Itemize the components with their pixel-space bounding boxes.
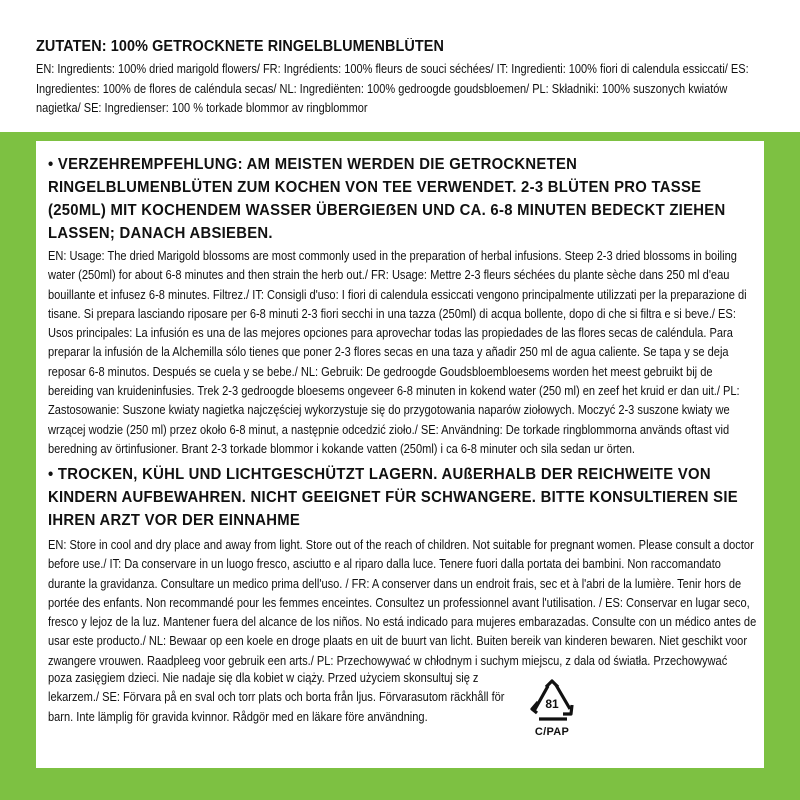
recycling-code: 81 [545, 697, 559, 711]
usage-heading: • VERZEHREMPFEHLUNG: AM MEISTEN WERDEN DIE GETROCKNETEN RINGELBLUMENBLÜTEN ZUM KOCHEN VON TEE VERWENDET. 2-3 BLÜTEN PRO TASSE (250ML) MIT KOCHENDEM WASSER ÜBERGIEẞEN UND CA. 6-8 MINUTEN BEDECKT ZIEHEN LASSEN; DANACH ABSIEBEN. [48, 156, 726, 242]
recycling-symbol [520, 678, 584, 750]
ingredients-translations: EN: Ingredients: 100% dried marigold flowers/ FR: Ingrédients: 100% fleurs de souci séchées/ IT: Ingredienti: 100% fiori di calendula essiccati/ ES: Ingredientes: 100% de flores de caléndula secas/ NL: Ingrediënten: 100% gedroogde goudsbloemen/ PL: Składniki: 100% suszonych kwiatów nagietka/ SE: Ingredienser: 100 % torkade blommor av ringblommor [36, 61, 749, 115]
storage-heading: • TROCKEN, KÜHL UND LICHTGESCHÜTZT LAGERN. AUßERHALB DER REICHWEITE VON KINDERN AUFBEWAHREN. NICHT GEEIGNET FÜR SCHWANGERE. BITTE KONSULTIEREN SIE IHREN ARZT VOR DER EINNAHME [48, 466, 738, 529]
info-panel [36, 141, 764, 768]
recycling-label: C/PAP [534, 726, 570, 738]
usage-body: EN: Usage: The dried Marigold blossoms are most commonly used in the preparation of herbal infusions. Steep 2-3 dried blossoms in boiling water (250ml) for about 6-8 minutes and then strain the herb out./ FR: Usage: Mettre 2-3 fleurs séchées du plante sèche dans 250 ml d'eau bouillante et infusez 6-8 minutes. Filtrez./ IT: Consigli d'uso: I fiori di calendula essiccati vengono principalmente utilizzati per la preparazione di tisane. Si prepara lasciando riposare per 6-8 minuti 2-3 fiori secchi in una tazza (250ml) di acqua bollente, dopo di che si filtra e si beve./ ES: Usos principales: La infusión es una de las mejores opciones para aprovechar todas las propiedades de las flores secas de caléndula. Para preparar la infusión de la Alchemilla sólo tienes que poner 2-3 flores secas en una taza y añadir 250 ml de agua caliente. Se tapa y se deja reposar 6-8 minutos. Después se cuela y se bebe./ NL: Gebruik: De gedroogde Goudsbloembloesems worden het meest gebruikt bij de bereiding van kruideninfusies. Trek 2-3 gedroogde bloesems ongeveer 6-8 minuten in kokend water (250 ml) en zeef het kruid er dan uit./ PL: Zastosowanie: Suszone kwiaty nagietka najczęściej wykorzystuje się do przygotowania naparów ziołowych. Moczyć 2-3 suszone kwiaty we wrzącej wodzie (250 ml) przez około 6-8 minut, a następnie odcedzić zioło./ SE: Användning: De torkade ringblommorna används oftast vid beredning av örtinfusioner. Brant 2-3 torkade blommor i kokande vatten (250ml) i ca 6-8 minuter och sila sedan ur örten. [48, 248, 747, 456]
ingredients-title: ZUTATEN: 100% GETROCKNETE RINGELBLUMENBLÜTEN [36, 38, 444, 55]
recycling-triangle-icon [526, 678, 578, 726]
ingredients-header [0, 0, 800, 132]
storage-body: EN: Store in cool and dry place and away from light. Store out of the reach of children. Not suitable for pregnant women. Please consult a doctor before use./ IT: Da conservare in un luogo fresco, asciutto e al riparo dalla luce. Tenere fuori dalla portata dei bambini. Non raccomandato durante la gravidanza. Consultare un medico prima dell'uso. / FR: A conserver dans un endroit frais, sec et à l'abri de la lumière. Tenir hors de portée des enfants. Non recommandé pour les femmes enceintes. Consultez un professionnel avant l'utilisation. / ES: Conservar en lugar seco, fresco y lejoz de la luz. Mantener fuera del alcance de los niños. No está indicado para mujeres embarazadas. Consulte con un médico antes de usar este producto./ NL: Bewaar op een koele en droge plaats en uit de buurt van licht. Buiten bereik van kinderen bewaren. Niet geschikt voor zwangere vrouwen. Raadpleeg voor gebruik een arts./ PL: Przechowywać w chłodnym i suchym miejscu, z dala od światła. Przechowywać [48, 537, 757, 668]
storage-body-continued: poza zasięgiem dzieci. Nie nadaje się dla kobiet w ciąży. Przed użyciem skonsultuj się z lekarzem./ SE: Förvara på en sval och torr plats och borta från ljus. Förvarasutom räckhåll för barn. Inte lämplig för gravida kvinnor. Rådgör med en läkare före användning. [48, 670, 505, 724]
